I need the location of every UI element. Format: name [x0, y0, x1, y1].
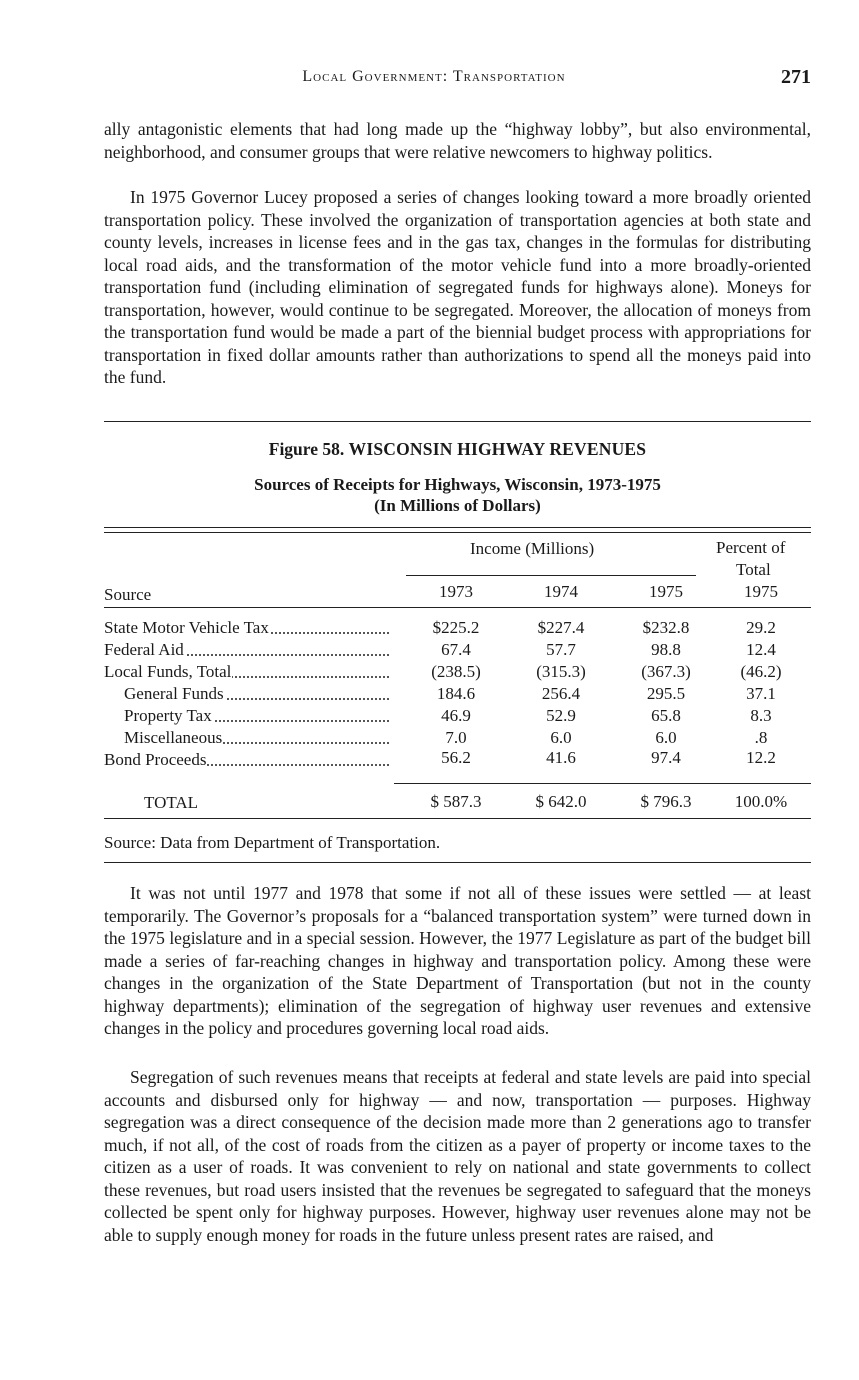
income-group-header: Income (Millions)	[470, 539, 595, 558]
figure-label: Figure 58.	[268, 439, 345, 459]
page-number: 271	[781, 66, 811, 88]
cell-1975: 98.8	[651, 640, 681, 659]
body-paragraph-2: In 1975 Governor Lucey proposed a series of changes looking toward a more broadly oriented transportation policy. These involved the organization of transportation agencies at both state and county levels, increases in license fees and in the gas tax, changes in the formulas for distributing local road aids, and the transformation of the motor vehicle fund into a more broadly-oriented transportation fund (including elimination of segregated funds for highways alone). Moneys for transportation, however, would continue to be segregated. Moreover, the allocation of moneys from the transportation fund would be made a part of the biennial budget process with appropriations for transportation in fixed dollar amounts rather than authorizations to spend all the moneys paid into the fund.	[104, 187, 811, 387]
cell-pct: 8.3	[750, 706, 772, 725]
row-source-label: Miscellaneous	[124, 728, 223, 747]
body-paragraph-4: Segregation of such revenues means that receipts at federal and state levels are paid into special accounts and disbursed only for highway — and now, transportation — purposes. Highway segregation was a direct consequence of the decision made more than 2 generations ago to transfer much, if not all, of the cost of roads from the citizen as a payer of property or income taxes to the citizen as a user of roads. It was convenient to rely on national and state governments to collect these revenues, but road users insisted that the revenues be segregated to safeguard that the moneys collected be spent only for highway purposes. However, highway user revenues alone may not be able to supply enough money for roads in the future unless present rates are raised, and	[104, 1067, 811, 1245]
cell-1975: (367.3)	[641, 662, 691, 681]
row-source-label: Property Tax	[124, 706, 212, 725]
cell-1974: 256.4	[541, 684, 581, 703]
cell-1975: 97.4	[651, 748, 681, 767]
col-header-source: Source	[104, 585, 152, 604]
cell-1975: 6.0	[655, 728, 677, 747]
figure-title	[104, 439, 811, 460]
total-pct: 100.0%	[734, 792, 788, 811]
total-1973: $ 587.3	[430, 792, 482, 811]
cell-1973: (238.5)	[431, 662, 481, 681]
cell-1975: 295.5	[646, 684, 686, 703]
total-1975: $ 796.3	[640, 792, 692, 811]
cell-1973: $225.2	[432, 618, 480, 637]
cell-1974: (315.3)	[536, 662, 586, 681]
col-header-1975: 1975	[649, 582, 683, 601]
cell-1974: 41.6	[546, 748, 576, 767]
percent-header-line1: Percent of	[716, 538, 786, 557]
figure-title-text: WISCONSIN HIGHWAY REVENUES	[348, 439, 647, 459]
cell-1974: 57.7	[546, 640, 576, 659]
figure-units: (In Millions of Dollars)	[374, 496, 541, 515]
col-header-1973: 1973	[439, 582, 473, 601]
cell-1974: $227.4	[537, 618, 585, 637]
cell-pct: 12.2	[746, 748, 776, 767]
table-bottom-rule	[104, 818, 811, 819]
figure-top-rule	[104, 421, 811, 422]
cell-1973: 184.6	[436, 684, 476, 703]
cell-pct: 12.4	[746, 640, 776, 659]
col-header-1974: 1974	[544, 582, 578, 601]
cell-1973: 56.2	[441, 748, 471, 767]
cell-pct: 37.1	[746, 684, 776, 703]
table-header-rule	[104, 607, 811, 608]
cell-1973: 7.0	[445, 728, 467, 747]
col-header-pct-1975: 1975	[744, 582, 778, 601]
body-paragraph-1: ally antagonistic elements that had long made up the “highway lobby”, but also environmental, neighborhood, and consumer groups that were relative newcomers to highway politics.	[104, 119, 811, 162]
cell-1973: 67.4	[441, 640, 471, 659]
table-top-rule-2	[104, 532, 811, 533]
row-source-label: State Motor Vehicle Tax	[104, 618, 269, 637]
cell-1974: 6.0	[550, 728, 572, 747]
row-source-label: Bond Proceeds	[104, 750, 207, 769]
page-header	[104, 68, 811, 92]
percent-header-line2: Total	[736, 560, 771, 579]
row-source-label: Local Funds, Total	[104, 662, 232, 681]
cell-pct: .8	[754, 728, 768, 747]
cell-1975: $232.8	[642, 618, 690, 637]
table-top-rule-1	[104, 527, 811, 528]
figure-bottom-rule	[104, 862, 811, 863]
total-1974: $ 642.0	[535, 792, 587, 811]
total-label: TOTAL	[144, 793, 199, 812]
running-head: Local Government: Transportation	[302, 68, 566, 85]
figure-subtitle: Sources of Receipts for Highways, Wisconsin, 1973-1975	[254, 475, 661, 494]
cell-1974: 52.9	[546, 706, 576, 725]
income-group-rule	[406, 575, 696, 576]
row-source-label: General Funds	[124, 684, 224, 703]
total-rule	[394, 783, 811, 784]
row-source-label: Federal Aid	[104, 640, 184, 659]
cell-pct: (46.2)	[740, 662, 782, 681]
cell-1975: 65.8	[651, 706, 681, 725]
source-note: Source: Data from Department of Transportation.	[104, 833, 441, 852]
cell-pct: 29.2	[746, 618, 776, 637]
body-paragraph-3: It was not until 1977 and 1978 that some if not all of these issues were settled — at least temporarily. The Governor’s proposals for a “balanced transportation system” were turned down in the 1975 legislature and in a special session. However, the 1977 Legislature as part of the budget bill made a series of far-reaching changes in highway and transportation policy. Among these were changes in the organization of the State Department of Transportation (but not in the county highway departments); elimination of the segregation of highway user revenues and extensive changes in the policy and procedures governing local road aids.	[104, 883, 811, 1038]
cell-1973: 46.9	[441, 706, 471, 725]
